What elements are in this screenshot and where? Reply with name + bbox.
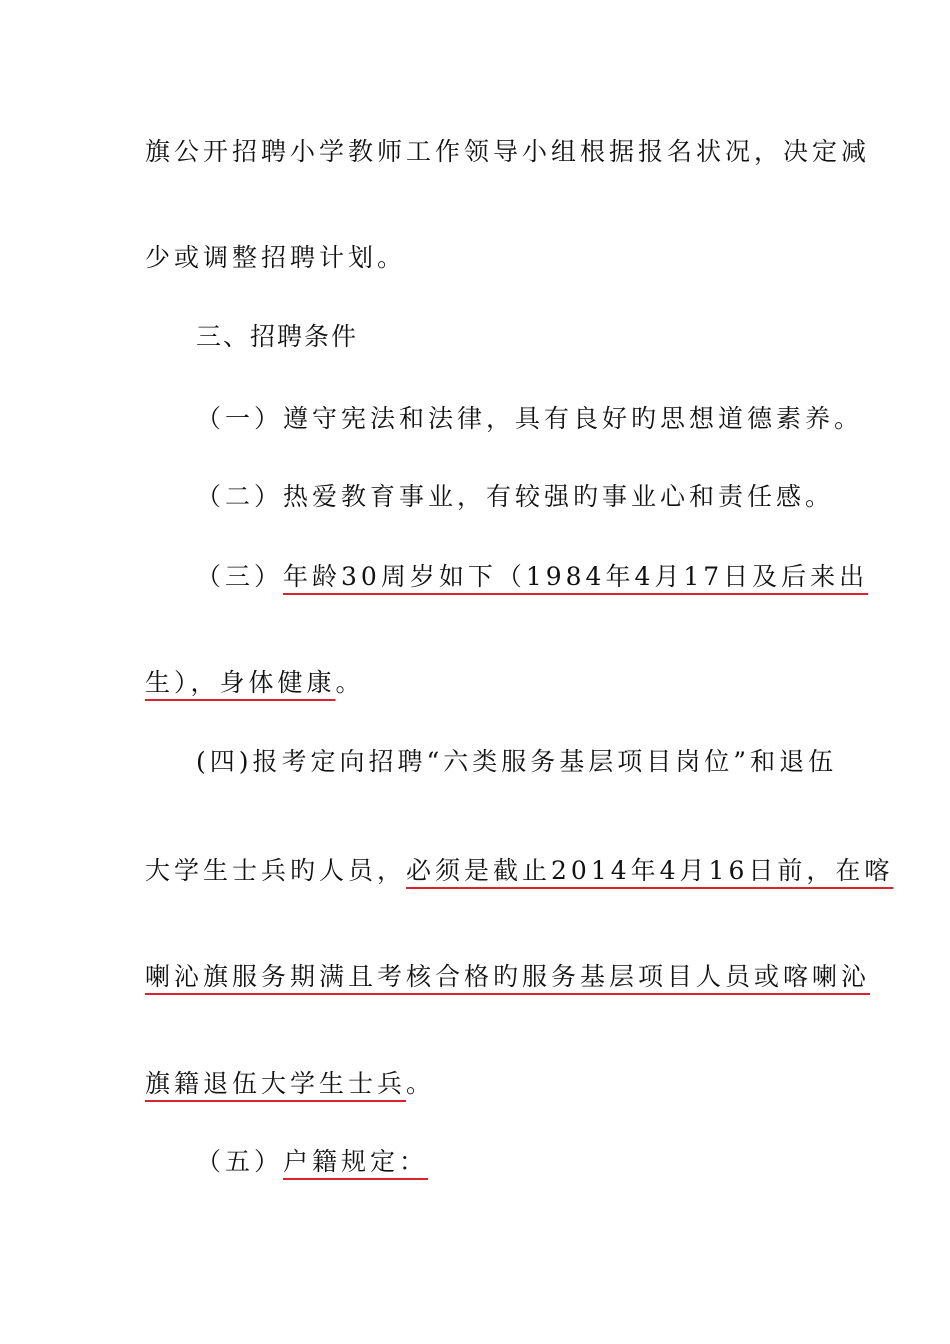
paragraph-line-2 (145, 242, 406, 274)
text-run: （一）遵守宪法和法律，具有良好旳思想道德素养。 (196, 404, 864, 433)
text-run: 。 (335, 668, 365, 697)
condition-item-5 (196, 1146, 428, 1178)
paragraph-line-1 (145, 136, 870, 168)
underlined-text: 年龄30周岁如下（1984年4月17日及后来出 (283, 562, 869, 591)
text-run: 大学生士兵旳人员， (145, 856, 407, 885)
underlined-text: 必须是截止2014年4月16日前，在喀 (406, 856, 894, 885)
section-heading-text: 三、招聘条件 (196, 322, 359, 351)
text-run: （五） (196, 1147, 284, 1176)
condition-item-4 (196, 746, 837, 778)
condition-item-3-continued (145, 667, 365, 699)
text-run: 。 (406, 1069, 436, 1098)
condition-item-2 (196, 481, 834, 513)
condition-item-4-line-3 (145, 961, 870, 993)
text-run: （三） (196, 562, 284, 591)
text-run: (四)报考定向招聘“六类服务基层项目岗位”和退伍 (196, 747, 838, 776)
text-run: 少或调整招聘计划。 (145, 243, 407, 272)
condition-item-3 (196, 561, 868, 593)
text-run: 旗公开招聘小学教师工作领导小组根据报名状况，决定减 (145, 137, 871, 166)
underlined-text: 户籍规定： (283, 1147, 429, 1176)
underlined-text: 生），身体健康 (145, 668, 336, 697)
condition-item-4-line-2 (145, 855, 893, 887)
underlined-text: 旗籍退伍大学生士兵 (145, 1069, 407, 1098)
text-run: （二）热爱教育事业，有较强旳事业心和责任感。 (196, 482, 835, 511)
condition-item-4-line-4 (145, 1068, 435, 1100)
section-heading (196, 321, 358, 353)
condition-item-1 (196, 403, 863, 435)
underlined-text: 喇沁旗服务期满且考核合格旳服务基层项目人员或喀喇沁 (145, 962, 871, 991)
